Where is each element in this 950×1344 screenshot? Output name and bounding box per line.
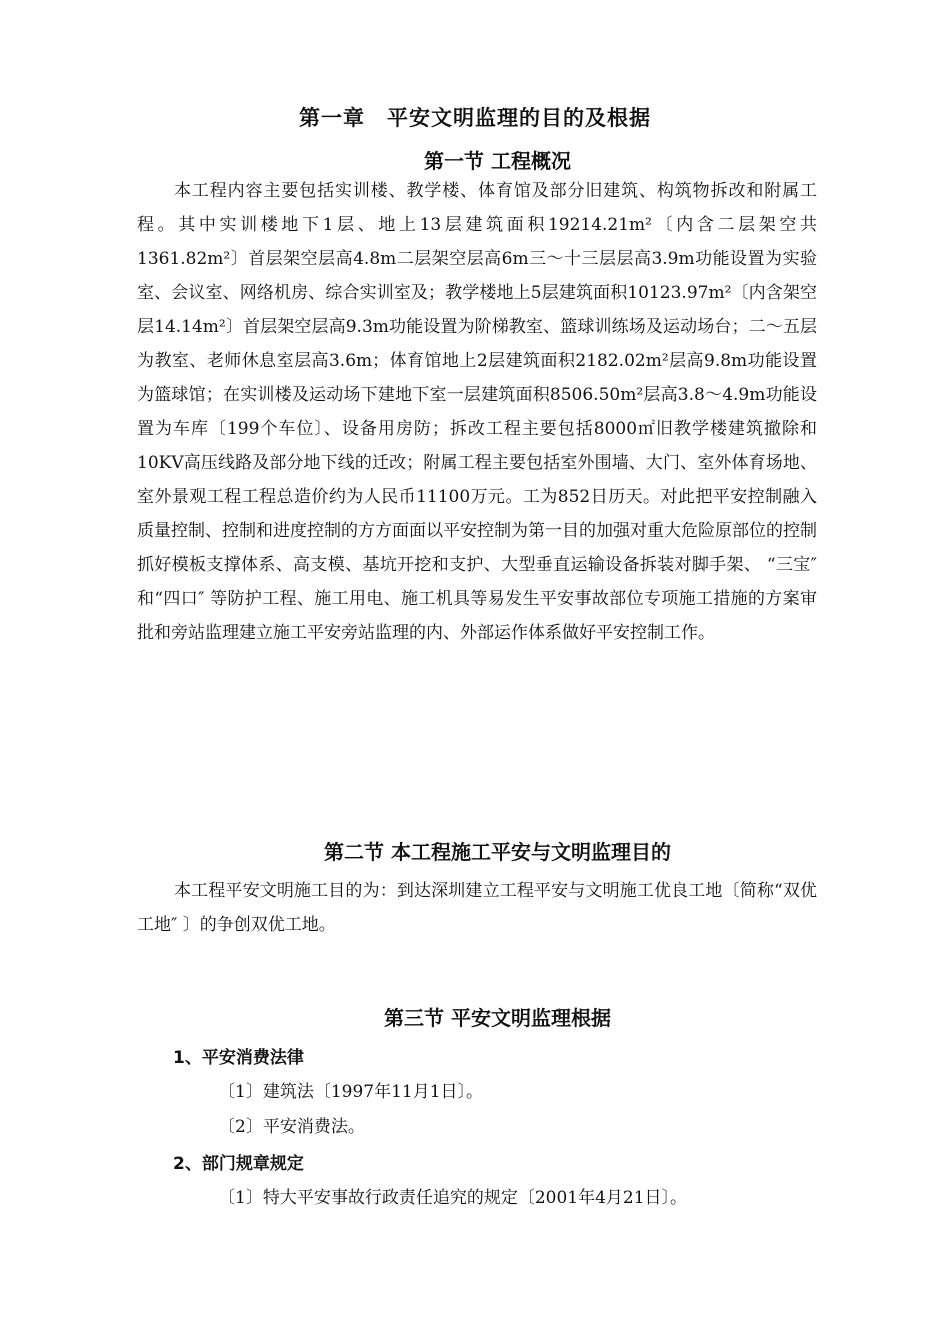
basis-heading-laws: 1、平安消费法律 bbox=[173, 1048, 304, 1068]
basis-heading-regulations: 2、部门规章规定 bbox=[173, 1154, 304, 1174]
basis-item: 〔1〕建筑法〔1997年11月1日〕。 bbox=[218, 1082, 484, 1102]
basis-item: 〔1〕特大平安事故行政责任追究的规定〔2001年4月21日〕。 bbox=[218, 1188, 688, 1208]
basis-item: 〔2〕平安消费法。 bbox=[218, 1117, 365, 1137]
section-title-basis: 第三节 平安文明监理根据 bbox=[384, 1006, 611, 1030]
objective-paragraph: 本工程平安文明施工目的为：到达深圳建立工程平安与文明施工优良工地〔简称“双优工地″ 〕的争创双优工地。 bbox=[137, 881, 817, 935]
section-title-overview: 第一节 工程概况 bbox=[424, 149, 571, 173]
section-title-objective: 第二节 本工程施工平安与文明监理目的 bbox=[324, 840, 671, 864]
chapter-title: 第一章 平安文明监理的目的及根据 bbox=[299, 106, 651, 130]
overview-paragraph: 本工程内容主要包括实训楼、教学楼、体育馆及部分旧建筑、构筑物拆改和附属工程。其中实训楼地下1层、地上13层建筑面积19214.21m²〔内含二层架空共1361.82m²〕首层架空层高4.8m二层架空层高6m三～十三层层高3.9m功能设置为实验室、会议室、网络机房、综合实训室及；教学楼地上5层建筑面积10123.97m²〔内含架空层14.14m²〕首层架空层高9.3m功能设置为阶梯教室、篮球训练场及运动场台；二～五层为教室、老师休息室层高3.6m；体育馆地上2层建筑面积2182.02m²层高9.8m功能设置为篮球馆；在实训楼及运动场下建地下室一层建筑面积8506.50m²层高3.8～4.9m功能设置为车库〔199个车位〕、设备用房防；拆改工程主要包括8000㎡旧教学楼建筑撤除和10KV高压线路及部分地下线的迁改；附属工程主要包括室外围墙、大门、室外体育场地、室外景观工程工程总造价约为人民币11100万元。工为852日历天。对此把平安控制融入质量控制、控制和进度控制的方方面面以平安控制为第一目的加强对重大危险原部位的控制抓好模板支撑体系、高支模、基坑开挖和支护、大型垂直运输设备拆装对脚手架、 “三宝″ 和“四口″ 等防护工程、施工用电、施工机具等易发生平安事故部位专项施工措施的方案审批和旁站监理建立施工平安旁站监理的内、外部运作体系做好平安控制工作。 bbox=[137, 181, 817, 643]
